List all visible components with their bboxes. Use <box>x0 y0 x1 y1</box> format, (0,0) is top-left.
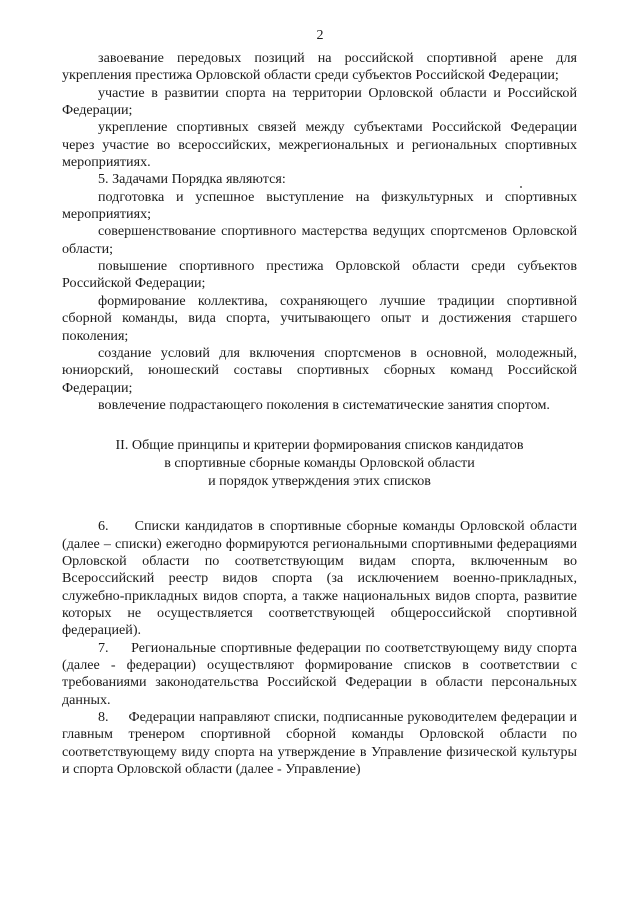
paragraph: 5. Задачами Порядка являются: <box>98 171 286 188</box>
section-heading-line-2: в спортивные сборные команды Орловской области <box>164 455 475 472</box>
scan-speck <box>520 186 522 188</box>
paragraph: укрепление спортивных связей между субъектами Российской Федерации через участие во всероссийских, межрегиональных и региональных спортивных мероприятиях. <box>62 119 577 171</box>
paragraph: 6. Списки кандидатов в спортивные сборные команды Орловской области (далее – списки) ежегодно формируются региональными спортивными федерациями Орловской области по соответствующим видам спорта, включенным во Всероссийский реестр видов спорта (за исключением военно-прикладных, служебно-прикладных видов спорта, а также национальных видов спорта, развитие которых не осуществляется соответствующей общероссийской спортивной федерацией). <box>62 518 577 639</box>
paragraph: 8. Федерации направляют списки, подписанные руководителем федерации и главным тренером спортивной сборной команды Орловской области по соответствующему виду спорта на утверждение в Управление физической культуры и спорта Орловской области (далее - Управление) <box>62 709 577 778</box>
paragraphs-top <box>62 50 577 414</box>
paragraph: вовлечение подрастающего поколения в систематические занятия спортом. <box>98 396 550 413</box>
section-heading-line-3: и порядок утверждения этих списков <box>208 473 431 490</box>
paragraph: создание условий для включения спортсменов в основной, молодежный, юниорский, юношеский составы спортивных сборных команд Российской Федерации; <box>62 344 577 396</box>
paragraph: 7. Региональные спортивные федерации по соответствующему виду спорта (далее - федерации) осуществляют формирование списков в соответствии с требованиями законодательства Российской Федерации в области персональных данных. <box>62 639 577 708</box>
paragraph: участие в развитии спорта на территории Орловской области и Российской Федерации; <box>62 84 577 119</box>
paragraph: подготовка и успешное выступление на физкультурных и спортивных мероприятиях; <box>62 188 577 223</box>
paragraph: совершенствование спортивного мастерства ведущих спортсменов Орловской области; <box>62 223 577 257</box>
section-heading-line-1: II. Общие принципы и критерии формирования списков кандидатов <box>115 437 524 454</box>
paragraph: повышение спортивного престижа Орловской области среди субъектов Российской Федерации; <box>62 258 577 292</box>
document-body <box>62 50 577 778</box>
page-number: 2 <box>316 28 324 43</box>
paragraph: формирование коллектива, сохраняющего лучшие традиции спортивной сборной команды, вида спорта, учитывающего опыт и достижения старшего поколения; <box>62 292 577 344</box>
section-heading <box>62 436 577 490</box>
paragraphs-bottom <box>62 518 577 778</box>
paragraph: завоевание передовых позиций на российской спортивной арене для укрепления престижа Орловской области среди субъектов Российской Федерации; <box>62 50 577 84</box>
